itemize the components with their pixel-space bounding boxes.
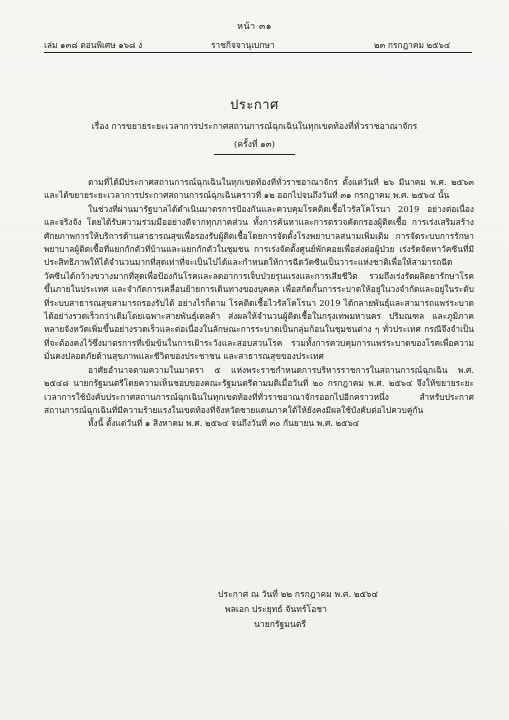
page-number: หน้า ๓๑ (237, 22, 272, 32)
paragraph-3: อาศัยอำนาจตามความในมาตรา ๕ แห่งพระราชกำหนดการบริหารราชการในสถานการณ์ฉุกเฉิน พ.ศ. ๒๕๔๘ นายกรัฐมนตรีโดยความเห็นชอบของคณะรัฐมนตรีตามมติเมื่อวันที่ ๒๐ กรกฎาคม พ.ศ. ๒๕๖๔ จึงให้ขยายระยะเวลาการใช้บังคับประกาศสถานการณ์ฉุกเฉินในทุกเขตท้องที่ทั่วราชอาณาจักรออกไปอีกคราวหนึ่ง สำหรับประกาศสถานการณ์ฉุกเฉินที่มีความร้ายแรงในเขตท้องที่จังหวัดชายแดนภาคใต้ให้ยังคงมีผลใช้บังคับต่อไปควบคู่กัน (44, 364, 474, 415)
volume-issue: เล่ม ๑๓๘ ตอนพิเศษ ๑๖๘ ง (44, 40, 143, 50)
gazette-name: ราชกิจจานุเบกษา (211, 40, 275, 50)
title-divider (214, 154, 295, 155)
paragraph-2: ในช่วงที่ผ่านมารัฐบาลได้ดำเนินมาตรการป้องกันและควบคุมโรคติดเชื้อไวรัสโคโรนา 2019 อย่างต่อเนื่องและจริงจัง โดยได้รับความร่วมมืออย่างดีจากทุกภาคส่วน ทั้งการค้นหาและการตรวจคัดกรองผู้ติดเชื้อ การเร่งเสริมสร้างศักยภาพการให้บริการด้านสาธารณสุขเพื่อรองรับผู้ติดเชื้อโดยการจัดตั้งโรงพยาบาลสนามเพิ่มเติม การจัดระบบการรักษาพยาบาลผู้ติดเชื้อที่แยกกักตัวที่บ้านและแยกกักตัวในชุมชน การเร่งจัดตั้งศูนย์พักคอยเพื่อส่งต่อผู้ป่วย เร่งรัดจัดหาวัคซีนที่มีประสิทธิภาพให้ได้จำนวนมากที่สุดเท่าที่จะเป็นไปได้และกำหนดให้การฉีดวัคซีนเป็นวาระแห่งชาติเพื่อให้สามารถฉีดวัคซีนได้กว้างขวางมากที่สุดเพื่อป้องกันโรคและลดอาการเจ็บป่วยรุนแรงและการเสียชีวิต รวมถึงเร่งรัดผลิตยารักษาโรคขึ้นภายในประเทศ และจำกัดการเคลื่อนย้ายการเดินทางของบุคคล เพื่อสกัดกั้นการระบาดให้อยู่ในวงจำกัดและอยู่ในระดับที่ระบบสาธารณสุขสามารถรองรับได้ อย่างไรก็ตาม โรคติดเชื้อไวรัสโคโรนา 2019 ได้กลายพันธุ์และสามารถแพร่ระบาดได้อย่างรวดเร็วกว่าเดิมโดยเฉพาะสายพันธุ์เดลต้า ส่งผลให้จำนวนผู้ติดเชื้อในกรุงเทพมหานคร ปริมณฑล และภูมิภาคหลายจังหวัดเพิ่มขึ้นอย่างรวดเร็วและต่อเนื่องในลักษณะการระบาดเป็นกลุ่มก้อนในชุมชนต่าง ๆ ทั่วประเทศ กรณีจึงจำเป็นที่จะต้องคงไว้ซึ่งมาตรการที่เข้มข้นในการเฝ้าระวังและสอบสวนโรค รวมทั้งการควบคุมการแพร่ระบาดของโรคเพื่อความมั่นคงปลอดภัยด้านสุขภาพและชีวิตของประชาชน และสาธารณสุขของประเทศ (44, 203, 474, 362)
gazette-date: ๒๓ กรกฎาคม ๒๕๖๔ (374, 40, 451, 50)
announcement-date: ประกาศ ณ วันที่ ๒๒ กรกฎาคม พ.ศ. ๒๕๖๔ (218, 590, 378, 600)
document-title: ประกาศ (230, 98, 279, 113)
paragraph-1: ตามที่ได้มีประกาศสถานการณ์ฉุกเฉินในทุกเขตท้องที่ทั่วราชอาณาจักร ตั้งแต่วันที่ ๒๖ มีนาคม พ.ศ. ๒๕๖๓ และได้ขยายระยะเวลาการประกาศสถานการณ์ฉุกเฉินคราวที่ ๑๒ ออกไปจนถึงวันที่ ๓๑ กรกฎาคม พ.ศ. ๒๕๖๔ นั้น (44, 177, 474, 201)
signature-block (218, 588, 458, 633)
paragraph-4: ทั้งนี้ ตั้งแต่วันที่ ๑ สิงหาคม พ.ศ. ๒๕๖๔ จนถึงวันที่ ๓๐ กันยายน พ.ศ. ๒๕๖๔ (88, 418, 360, 429)
signatory-position: นายกรัฐมนตรี (254, 620, 307, 630)
document-body (44, 176, 474, 431)
signatory-name: พลเอก ประยุทธ์ จันทร์โอชา (225, 605, 327, 615)
header-divider (44, 52, 472, 53)
subject-line: เรื่อง การขยายระยะเวลาการประกาศสถานการณ์ฉุกเฉินในทุกเขตท้องที่ทั่วราชอาณาจักร (91, 122, 418, 132)
document-subject (0, 119, 509, 151)
subject-round: (ครั้งที่ ๑๓) (234, 140, 275, 150)
